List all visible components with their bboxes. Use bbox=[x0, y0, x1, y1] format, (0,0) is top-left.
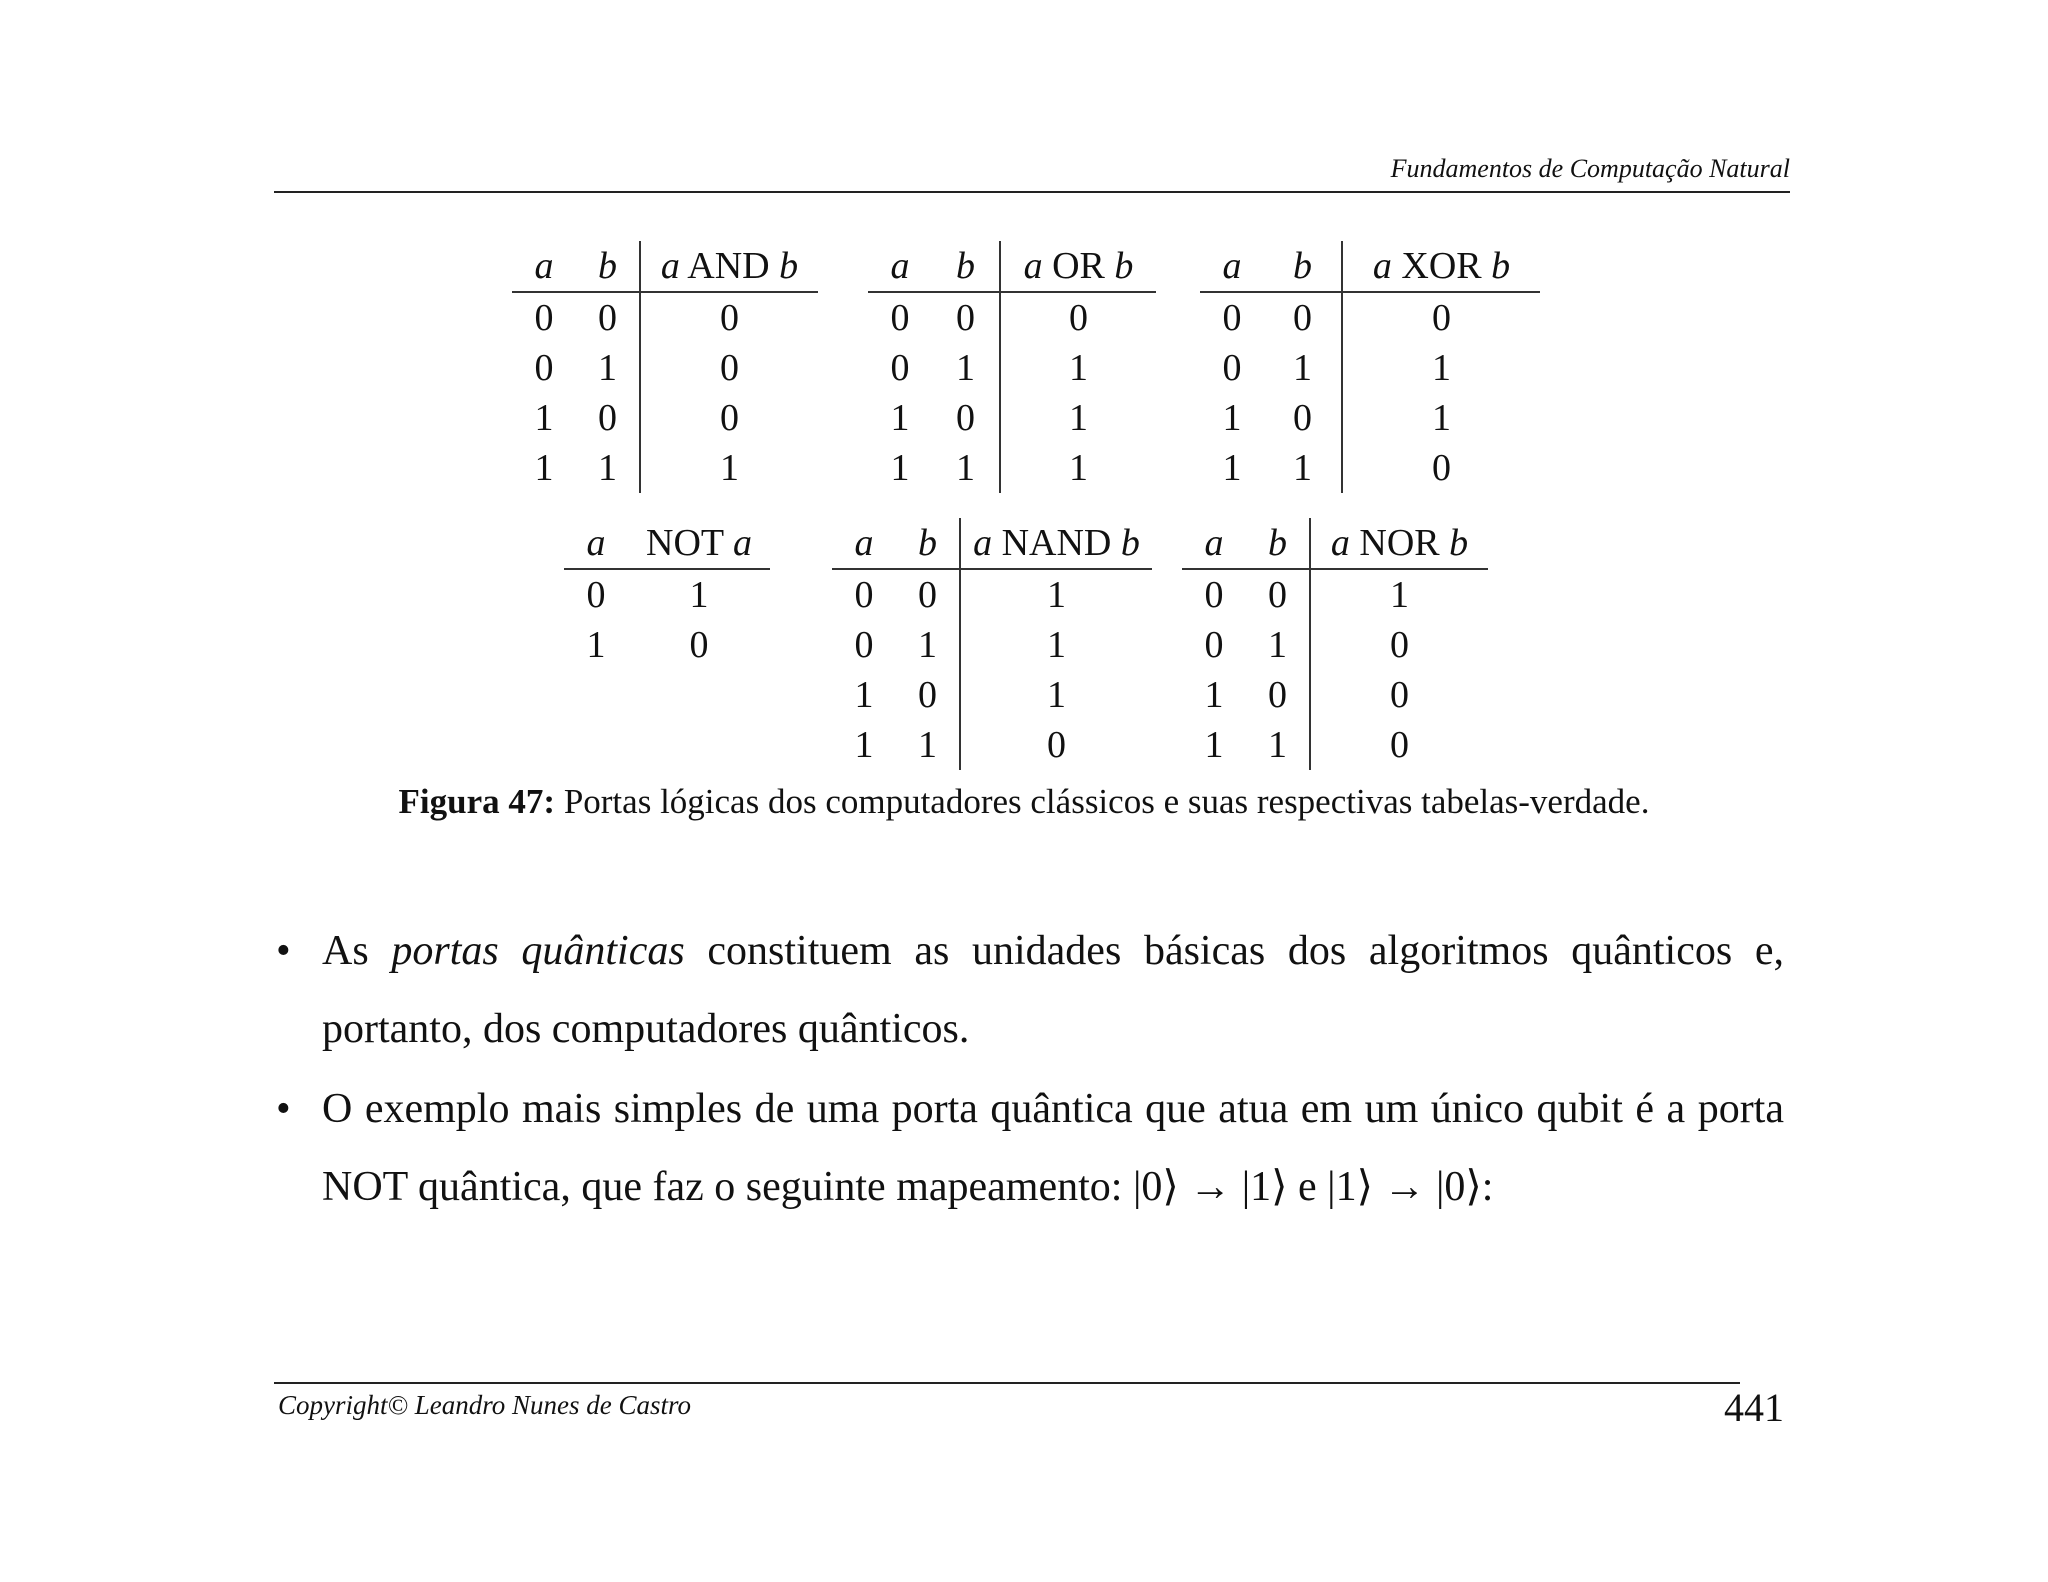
table-row bbox=[1200, 343, 1540, 393]
cell-a: 1 bbox=[534, 447, 554, 489]
cell-a: 0 bbox=[1222, 347, 1242, 389]
table-row bbox=[1182, 620, 1488, 670]
cell-b: 1 bbox=[932, 343, 1000, 393]
table-row bbox=[868, 343, 1156, 393]
cell-b: 0 bbox=[576, 292, 640, 343]
cell-b: 0 bbox=[576, 393, 640, 443]
col-header-a: a bbox=[832, 518, 896, 569]
table-row bbox=[1200, 393, 1540, 443]
col-header-output: a AND b bbox=[640, 241, 818, 292]
col-header-a: a bbox=[868, 241, 932, 292]
bullet-list bbox=[274, 912, 1784, 1228]
cell-output: 1 bbox=[1047, 624, 1066, 666]
cell-a: 1 bbox=[534, 397, 554, 439]
cell-output: 0 bbox=[1069, 297, 1088, 339]
table-row bbox=[832, 720, 1152, 770]
figure-label: Figura 47: bbox=[398, 782, 556, 821]
cell-b: 0 bbox=[1246, 569, 1310, 620]
table-row bbox=[564, 620, 770, 670]
cell-a: 0 bbox=[854, 574, 874, 616]
footer-rule bbox=[274, 1382, 1740, 1384]
col-header-a: a bbox=[512, 241, 576, 292]
cell-a: 0 bbox=[890, 347, 910, 389]
col-header-b: b bbox=[1264, 241, 1342, 292]
cell-output: 1 bbox=[689, 574, 709, 616]
cell-a: 0 bbox=[1204, 624, 1224, 666]
cell-a: 0 bbox=[534, 297, 554, 339]
table-row bbox=[512, 393, 818, 443]
col-header-a: a bbox=[1182, 518, 1246, 569]
col-header-a: a bbox=[1200, 241, 1264, 292]
col-header-output: a OR b bbox=[1000, 241, 1156, 292]
col-header-b: b bbox=[896, 518, 960, 569]
cell-output: 0 bbox=[1047, 724, 1066, 766]
cell-b: 0 bbox=[1264, 393, 1342, 443]
truth-table-not bbox=[564, 518, 770, 670]
truth-table-nand bbox=[832, 518, 1152, 770]
cell-a: 1 bbox=[854, 674, 874, 716]
cell-a: 0 bbox=[586, 574, 606, 616]
cell-b: 1 bbox=[1264, 443, 1342, 493]
table-row bbox=[512, 443, 818, 493]
col-header-output: a NAND b bbox=[960, 518, 1152, 569]
cell-output: 1 bbox=[1069, 397, 1088, 439]
cell-b: 0 bbox=[896, 670, 960, 720]
bullet-icon: • bbox=[276, 928, 291, 974]
cell-output: 0 bbox=[720, 297, 739, 339]
col-header-output: a NOR b bbox=[1310, 518, 1488, 569]
table-row bbox=[1182, 720, 1488, 770]
table-row bbox=[1182, 569, 1488, 620]
col-header-b: b bbox=[576, 241, 640, 292]
col-header-b: b bbox=[1246, 518, 1310, 569]
cell-output: 1 bbox=[1069, 347, 1088, 389]
figure-caption-text: Portas lógicas dos computadores clássicos e suas respectivas tabelas-verdade. bbox=[563, 782, 1650, 821]
cell-b: 0 bbox=[932, 292, 1000, 343]
cell-b: 1 bbox=[576, 443, 640, 493]
table-row bbox=[868, 443, 1156, 493]
cell-a: 1 bbox=[890, 447, 910, 489]
truth-table-and bbox=[512, 241, 818, 493]
truth-table-xor bbox=[1200, 241, 1540, 493]
bullet-text-emphasis: portas quânticas bbox=[391, 928, 685, 974]
table-row bbox=[868, 393, 1156, 443]
cell-b: 1 bbox=[1246, 720, 1310, 770]
cell-output: 0 bbox=[1390, 624, 1409, 666]
cell-a: 1 bbox=[890, 397, 910, 439]
cell-output: 0 bbox=[1390, 674, 1409, 716]
col-header-a: a bbox=[564, 518, 628, 569]
truth-table-nor bbox=[1182, 518, 1488, 770]
table-row bbox=[1200, 443, 1540, 493]
bullet-text: O exemplo mais simples de uma porta quântica que atua em um único qubit é a porta NOT quântica, que faz o seguinte mapeamento: bbox=[322, 1086, 1784, 1210]
cell-output: 1 bbox=[1069, 447, 1088, 489]
cell-output: 1 bbox=[1390, 574, 1409, 616]
cell-b: 1 bbox=[1246, 620, 1310, 670]
page-number: 441 bbox=[1724, 1385, 1784, 1430]
truth-table-or bbox=[868, 241, 1156, 493]
cell-a: 0 bbox=[1204, 574, 1224, 616]
bullet-text-pre: As bbox=[322, 928, 392, 974]
cell-a: 0 bbox=[854, 624, 874, 666]
table-row bbox=[564, 569, 770, 620]
cell-output: 1 bbox=[1432, 397, 1451, 439]
cell-output: 0 bbox=[1432, 297, 1451, 339]
cell-b: 1 bbox=[932, 443, 1000, 493]
cell-b: 0 bbox=[1264, 292, 1342, 343]
cell-a: 1 bbox=[1204, 724, 1224, 766]
running-header: Fundamentos de Computação Natural bbox=[1390, 154, 1790, 183]
col-header-output: NOT a bbox=[628, 518, 770, 569]
cell-output: 0 bbox=[720, 347, 739, 389]
cell-a: 1 bbox=[586, 624, 606, 666]
table-row bbox=[512, 343, 818, 393]
cell-output: 0 bbox=[689, 624, 709, 666]
list-item bbox=[274, 1070, 1784, 1226]
cell-b: 1 bbox=[896, 620, 960, 670]
cell-b: 1 bbox=[1264, 343, 1342, 393]
cell-a: 1 bbox=[1222, 447, 1242, 489]
cell-a: 0 bbox=[1222, 297, 1242, 339]
cell-output: 1 bbox=[1432, 347, 1451, 389]
col-header-output: a XOR b bbox=[1342, 241, 1540, 292]
table-row bbox=[868, 292, 1156, 343]
header-rule bbox=[274, 191, 1790, 193]
table-row bbox=[832, 569, 1152, 620]
cell-a: 1 bbox=[854, 724, 874, 766]
cell-b: 1 bbox=[896, 720, 960, 770]
cell-output: 0 bbox=[720, 397, 739, 439]
figure-caption bbox=[0, 782, 2048, 822]
cell-a: 0 bbox=[534, 347, 554, 389]
cell-b: 0 bbox=[896, 569, 960, 620]
cell-b: 1 bbox=[576, 343, 640, 393]
list-item bbox=[274, 912, 1784, 1068]
cell-a: 0 bbox=[890, 297, 910, 339]
col-header-b: b bbox=[932, 241, 1000, 292]
cell-a: 1 bbox=[1204, 674, 1224, 716]
cell-a: 1 bbox=[1222, 397, 1242, 439]
bullet-math: |0⟩ → |1⟩ e |1⟩ → |0⟩: bbox=[1132, 1164, 1494, 1210]
bullet-text-post: constituem as unidades básicas dos algoritmos quânticos e, portanto, dos computadores quânticos. bbox=[322, 928, 1784, 1052]
cell-output: 1 bbox=[1047, 574, 1066, 616]
cell-output: 1 bbox=[720, 447, 739, 489]
table-row bbox=[832, 670, 1152, 720]
table-row bbox=[512, 292, 818, 343]
cell-output: 0 bbox=[1390, 724, 1409, 766]
bullet-icon: • bbox=[276, 1086, 291, 1132]
footer-copyright: Copyright© Leandro Nunes de Castro bbox=[278, 1390, 692, 1420]
cell-output: 0 bbox=[1432, 447, 1451, 489]
cell-output: 1 bbox=[1047, 674, 1066, 716]
table-row bbox=[832, 620, 1152, 670]
cell-b: 0 bbox=[932, 393, 1000, 443]
table-row bbox=[1182, 670, 1488, 720]
table-row bbox=[1200, 292, 1540, 343]
cell-b: 0 bbox=[1246, 670, 1310, 720]
